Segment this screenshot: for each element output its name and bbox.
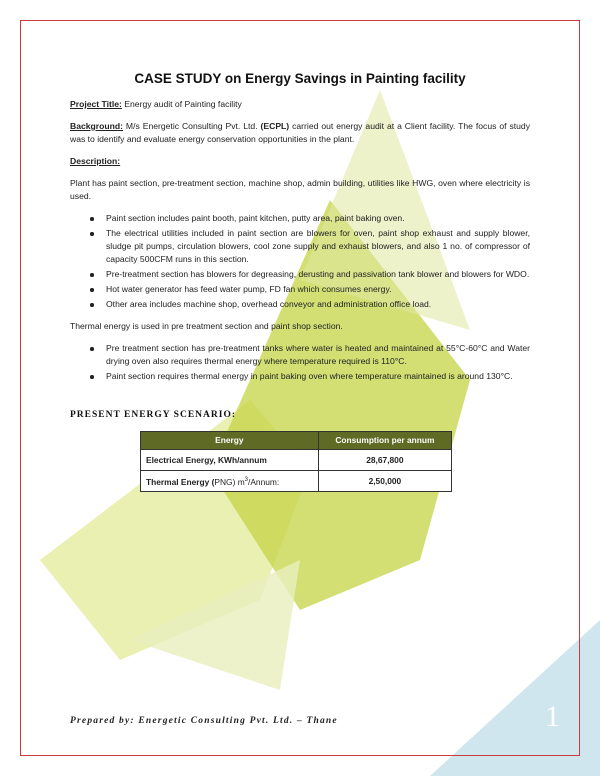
electrical-energy-value: 28,67,800 [318,450,451,471]
thermal-energy-label [141,471,319,492]
electric-bullet-list [70,212,530,311]
document-body [70,72,530,492]
background-bold: (ECPL) [260,121,290,131]
footer-prepared-by: Prepared by: Energetic Consulting Pvt. Ltd. – Thane [70,716,338,726]
thermal-bullet-list [70,342,530,383]
page-title: CASE STUDY on Energy Savings in Painting facility [134,71,466,86]
table-header-row [141,432,452,450]
thermal-intro: Thermal energy is used in pre treatment section and paint shop section. [70,321,343,331]
energy-table [140,431,452,492]
thermal-label-sup: 3 [244,476,249,483]
thermal-label-part-d: /Annum: [248,476,280,487]
background-text-b: carried out energy audit at a Client facility. The focus of study was to identify and evaluate energy conservation opportunities in the plant. [70,121,530,144]
table-row [141,450,452,471]
description-heading [70,155,530,168]
list-item: Paint section requires thermal energy in paint baking oven where temperature maintained is around 130°C. [106,370,530,383]
list-item: Paint section includes paint booth, paint kitchen, putty area, paint baking oven. [106,212,530,225]
table-row [141,471,452,492]
thermal-label-png: PNG [214,476,233,487]
thermal-label-part-c: ) m [232,476,245,487]
list-item: Hot water generator has feed water pump, FD fan which consumes energy. [106,283,530,296]
thermal-label-part-a: Thermal Energy ( [146,476,215,487]
present-energy-heading: PRESENT ENERGY SCENARIO: [70,410,236,420]
list-item: Other area includes machine shop, overhead conveyor and administration office load. [106,298,530,311]
background-label: Background: [70,121,123,131]
page-number: 1 [545,700,560,733]
list-item: Pre treatment section has pre-treatment tanks where water is heated and maintained at 55°C-60°C and Water drying oven also requires thermal energy where temperature required is 110°C. [106,343,530,366]
project-title-paragraph [70,98,530,111]
background-text-a: M/s Energetic Consulting Pvt. Ltd. [123,121,261,131]
description-label: Description: [70,156,121,166]
list-item: The electrical utilities included in paint section are blowers for oven, paint shop exhaust and supply blower, sludge pit pumps, circulation blowers, cool zone supply and exhaust blowers, and also 1 no. of compressor of capacity 500CFM runs in this section. [106,228,530,264]
electrical-energy-label: Electrical Energy, KWh/annum [141,450,319,471]
background-paragraph [70,120,530,146]
description-intro: Plant has paint section, pre-treatment section, machine shop, admin building, utilities like HWG, oven where electricity is used. [70,178,530,201]
list-item: Pre-treatment section has blowers for degreasing, derusting and passivation tank blower and blowers for WDO. [106,269,530,279]
project-title-label: Project Title: [70,99,122,109]
table-header-energy: Energy [141,432,319,450]
table-header-consumption: Consumption per annum [318,432,451,450]
project-title-value: Energy audit of Painting facility [121,99,242,109]
thermal-energy-value: 2,50,000 [318,471,451,492]
